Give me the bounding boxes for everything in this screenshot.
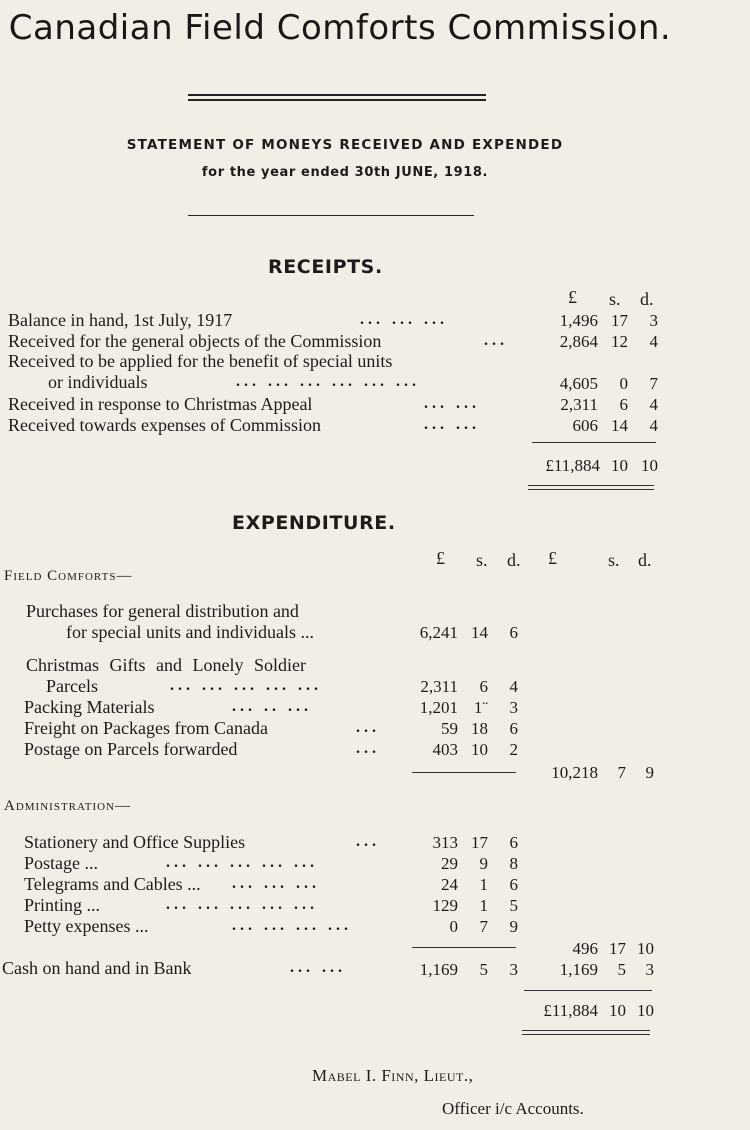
- receipt-shillings: 0: [619, 374, 628, 393]
- receipt-pence: 7: [649, 374, 658, 393]
- receipt-dots: ...: [484, 332, 508, 349]
- expense-label: Packing Materials: [24, 697, 155, 717]
- receipt-shillings: 12: [611, 332, 628, 351]
- field-comforts-subtotal-shillings: 7: [617, 763, 626, 782]
- expense-pounds: 313: [432, 833, 458, 852]
- expense-label: for special units and individuals ...: [66, 622, 314, 642]
- receipt-pounds: 1,496: [559, 311, 598, 330]
- exp-col-shillings-2: s.: [608, 550, 620, 570]
- expenditure-total-shillings: 10: [609, 1001, 626, 1020]
- field-comforts-subtotal-pounds: 10,218: [551, 763, 598, 782]
- receipt-shillings: 14: [611, 416, 628, 435]
- receipts-total-double-rule: [528, 485, 654, 490]
- receipts-col-pence: d.: [640, 289, 654, 309]
- signatory-name: Mabel I. Finn, Lieut.,: [312, 1066, 474, 1085]
- receipts-total-pounds: £11,884: [545, 456, 600, 475]
- field-comforts-heading: Field Comforts—: [4, 568, 133, 584]
- expense-shillings: 10: [471, 740, 488, 759]
- expense-label: Petty expenses ...: [24, 916, 149, 936]
- expense-pounds: 403: [432, 740, 458, 759]
- cash-dots: ... ...: [290, 959, 346, 976]
- expense-label: Purchases for general distribution and: [26, 601, 299, 621]
- expense-pounds: 59: [441, 719, 458, 738]
- cash-shillings: 5: [479, 960, 488, 979]
- expense-label: Parcels: [46, 676, 98, 696]
- expense-shillings: 17: [471, 833, 488, 852]
- exp-col-pounds-2: £: [548, 548, 557, 568]
- cash-pence: 3: [509, 960, 518, 979]
- expense-pence: 6: [509, 833, 518, 852]
- expense-pounds: 1,201: [419, 698, 458, 717]
- expense-label: Postage on Parcels forwarded: [24, 739, 238, 759]
- statement-period: for the year ended 30th JUNE, 1918.: [201, 165, 489, 180]
- expense-pounds: 29: [441, 854, 458, 873]
- expense-pounds: 2,311: [420, 677, 458, 696]
- signatory-role: Officer i/c Accounts.: [442, 1099, 584, 1118]
- expenditure-total-pence: 10: [637, 1001, 654, 1020]
- expense-shillings: 1¨: [473, 698, 488, 717]
- field-comforts-sum-rule: [412, 772, 516, 773]
- expense-shillings: 9: [479, 854, 488, 873]
- receipt-label: or individuals: [48, 372, 148, 392]
- exp-col-pence-2: d.: [638, 550, 652, 570]
- receipt-dots: ... ... ... ... ... ...: [236, 373, 420, 390]
- title-rule-top: [188, 94, 486, 96]
- expense-dots: ... ... ... ...: [232, 917, 352, 934]
- receipt-pence: 4: [649, 332, 658, 351]
- expense-label: Stationery and Office Supplies: [24, 832, 246, 852]
- receipts-total-pence: 10: [641, 456, 658, 475]
- administration-subtotal-shillings: 17: [609, 939, 626, 958]
- receipt-pounds: 2,311: [560, 395, 598, 414]
- field-comforts-subtotal-pence: 9: [645, 763, 654, 782]
- receipt-dots: ... ...: [424, 395, 480, 412]
- expense-pounds: 24: [441, 875, 458, 894]
- cash-shillings-carried: 5: [617, 960, 626, 979]
- expense-pence: 2: [509, 740, 518, 759]
- expense-dots: ... ... ...: [232, 875, 320, 892]
- receipt-label: Received for the general objects of the Commission: [8, 331, 382, 351]
- cash-label: Cash on hand and in Bank: [2, 958, 192, 978]
- document-title: Canadian Field Comforts Commission.: [8, 8, 672, 48]
- receipt-label: Balance in hand, 1st July, 1917: [8, 310, 233, 330]
- expense-label: Freight on Packages from Canada: [24, 718, 268, 738]
- administration-subtotal-pence: 10: [637, 939, 654, 958]
- expense-label: Christmas Gifts and Lonely Soldier: [26, 655, 306, 675]
- expense-pence: 9: [509, 917, 518, 936]
- expense-dots: ... .. ...: [232, 698, 312, 715]
- receipt-pounds: 4,605: [559, 374, 598, 393]
- expense-pence: 5: [509, 896, 518, 915]
- expense-shillings: 6: [479, 677, 488, 696]
- expense-pence: 8: [509, 854, 518, 873]
- receipt-label: Received in response to Christmas Appeal: [8, 394, 313, 414]
- exp-col-pence: d.: [507, 550, 521, 570]
- expense-label: Printing ...: [24, 895, 101, 915]
- expense-pence: 3: [509, 698, 518, 717]
- expense-dots: ... ... ... ... ...: [170, 677, 322, 694]
- receipt-pence: 4: [649, 416, 658, 435]
- expense-pence: 6: [509, 875, 518, 894]
- receipts-sum-rule: [532, 442, 656, 443]
- expense-dots: ...: [356, 833, 380, 850]
- expense-pence: 6: [509, 719, 518, 738]
- expense-label: Telegrams and Cables ...: [24, 874, 201, 894]
- receipt-label: Received to be applied for the benefit of special units: [8, 351, 393, 371]
- receipt-dots: ... ... ...: [360, 311, 448, 328]
- receipt-shillings: 17: [611, 311, 628, 330]
- expenditure-heading: EXPENDITURE.: [232, 512, 396, 534]
- receipt-label: Received towards expenses of Commission: [8, 415, 321, 435]
- expense-dots: ...: [356, 740, 380, 757]
- receipt-pounds: 606: [572, 416, 598, 435]
- receipts-col-pounds: £: [568, 287, 577, 307]
- expense-shillings: 14: [471, 623, 488, 642]
- administration-heading: Administration—: [4, 798, 131, 814]
- administration-sum-rule: [412, 947, 516, 948]
- title-rule-bottom: [188, 99, 486, 101]
- expense-pence: 4: [509, 677, 518, 696]
- statement-heading: STATEMENT OF MONEYS RECEIVED AND EXPENDED: [126, 137, 564, 153]
- administration-subtotal-pounds: 496: [572, 939, 598, 958]
- expense-shillings: 1: [479, 896, 488, 915]
- expense-pence: 6: [509, 623, 518, 642]
- receipt-shillings: 6: [619, 395, 628, 414]
- cash-pounds-carried: 1,169: [559, 960, 598, 979]
- expense-dots: ...: [356, 719, 380, 736]
- heading-rule: [188, 215, 474, 216]
- receipts-total-shillings: 10: [611, 456, 628, 475]
- receipt-pence: 4: [649, 395, 658, 414]
- expenditure-sum-rule: [524, 990, 652, 991]
- exp-col-pounds: £: [436, 548, 445, 568]
- receipt-pence: 3: [649, 311, 658, 330]
- expense-pounds: 6,241: [419, 623, 458, 642]
- exp-col-shillings: s.: [476, 550, 488, 570]
- cash-pence-carried: 3: [645, 960, 654, 979]
- expense-dots: ... ... ... ... ...: [166, 854, 318, 871]
- expense-shillings: 18: [471, 719, 488, 738]
- receipt-pounds: 2,864: [559, 332, 598, 351]
- expense-label: Postage ...: [24, 853, 98, 873]
- expense-pounds: 129: [432, 896, 458, 915]
- expense-pounds: 0: [449, 917, 458, 936]
- expenditure-total-double-rule: [522, 1030, 650, 1035]
- receipts-col-shillings: s.: [609, 289, 621, 309]
- expense-shillings: 7: [479, 917, 488, 936]
- expense-shillings: 1: [479, 875, 488, 894]
- expense-dots: ... ... ... ... ...: [166, 896, 318, 913]
- receipt-dots: ... ...: [424, 416, 480, 433]
- receipts-heading: RECEIPTS.: [268, 256, 383, 278]
- cash-pounds: 1,169: [419, 960, 458, 979]
- expenditure-total-pounds: £11,884: [543, 1001, 598, 1020]
